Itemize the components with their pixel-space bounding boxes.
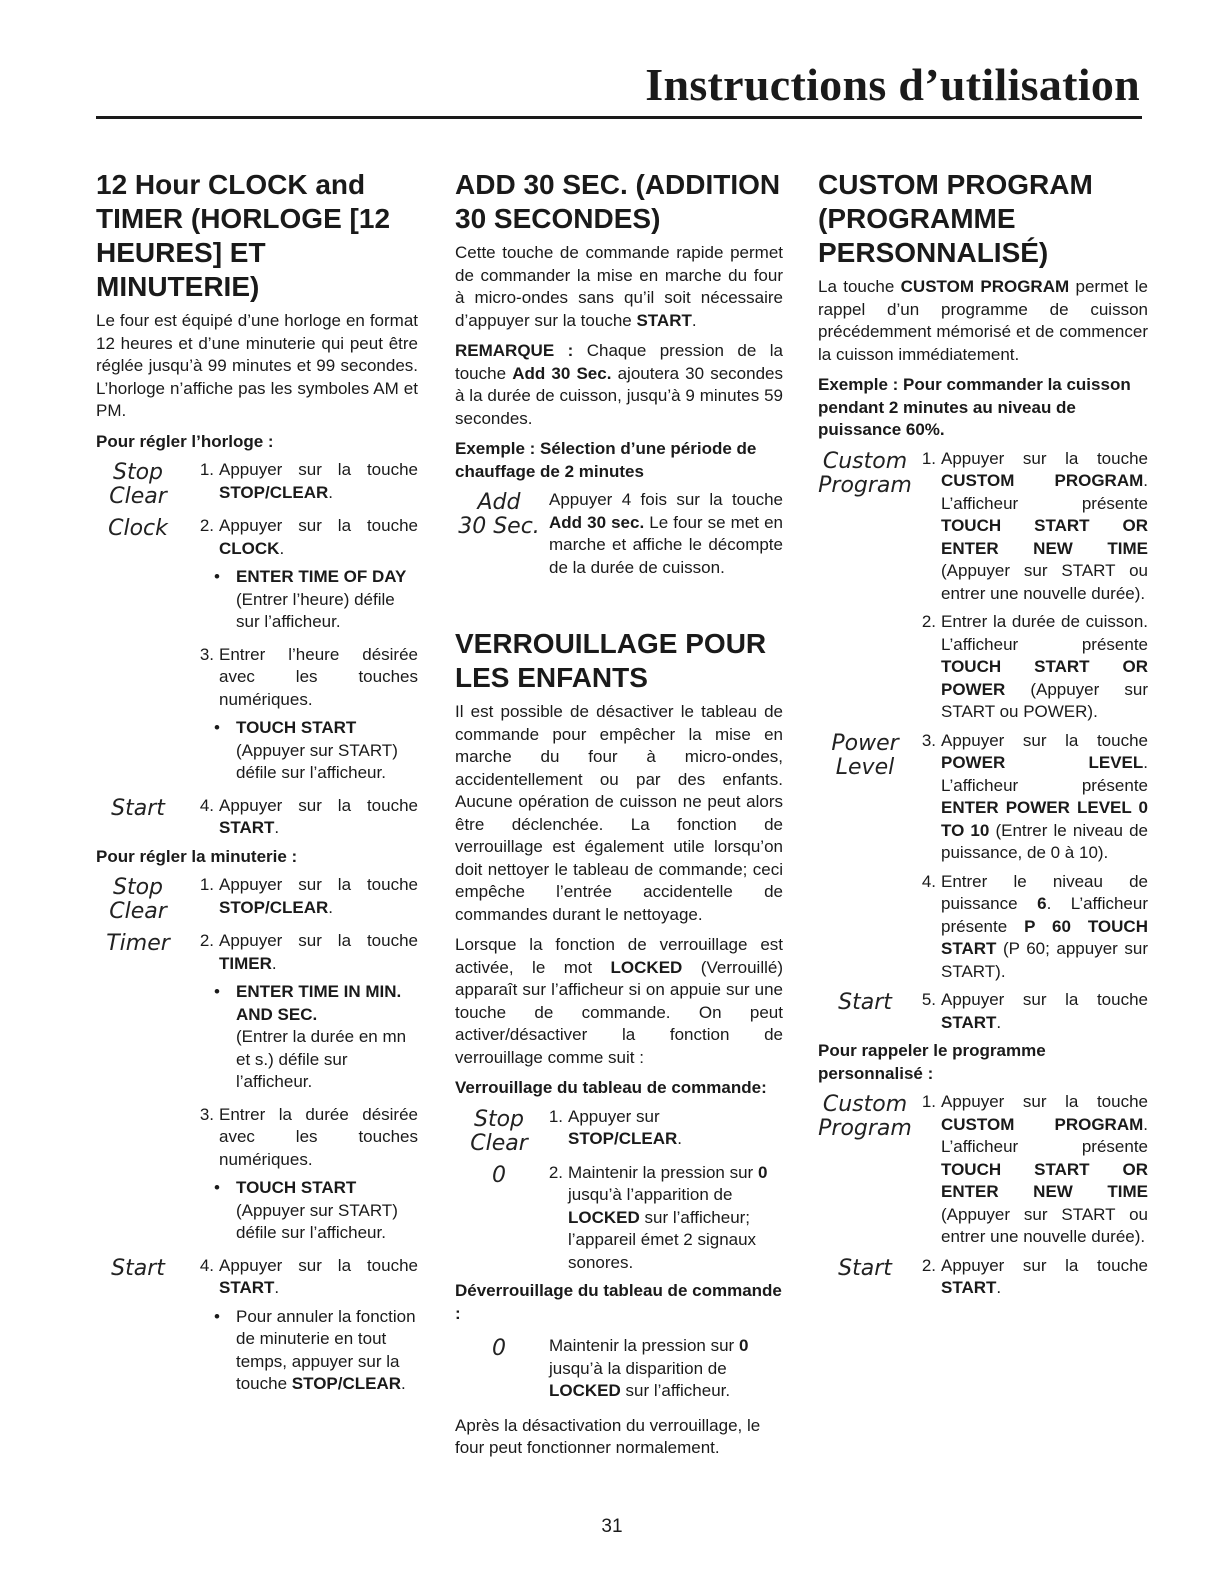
timer-step-2: Timer 2. Appuyer sur la touche TIMER. <box>96 930 418 975</box>
clock-step-1: Stop Clear 1. Appuyer sur la touche STOP/CLEAR. <box>96 459 418 509</box>
timer-bullet-3: • Pour annuler la fonction de minuterie en tout temps, appuyer sur la touche STOP/CLEAR. <box>214 1306 416 1393</box>
clock-timer-column <box>96 168 418 1406</box>
power-level-key-label: Power Level <box>831 730 899 780</box>
custom-step-2: 2. Entrer la durée de cuisson. L’afficheur présente TOUCH START OR POWER (Appuyer sur START ou POWER). <box>921 612 1148 721</box>
unlock-step: 0 Maintenir la pression sur 0 jusqu’à la disparition de LOCKED sur l’afficheur. <box>455 1335 783 1403</box>
zero-key-label: 0 <box>492 1336 506 1361</box>
add30-remark: REMARQUE : Chaque pression de la touche Add 30 Sec. ajoutera 30 secondes à la durée de cuisson, jusqu’à 9 minutes 59 secondes. <box>455 341 784 428</box>
custom-program-intro: La touche CUSTOM PROGRAM permet le rappel d’un programme de cuisson précédemment mémorisé et de commencer la cuisson immédiatement. <box>818 277 1148 364</box>
child-lock-heading: VERROUILLAGE POUR LES ENFANTS <box>455 628 767 693</box>
lock-step-1: Stop Clear 1. Appuyer sur STOP/CLEAR. <box>455 1106 783 1156</box>
timer-step-4: Start 4. Appuyer sur la touche START. <box>96 1255 418 1300</box>
stop-clear-key-label: Stop Clear <box>470 1106 528 1156</box>
clock-key-label: Clock <box>108 516 168 541</box>
timer-subheading: Pour régler la minuterie : <box>96 846 298 866</box>
add30-example-subheading: Exemple : Sélection d’une période de chauffage de 2 minutes <box>455 439 757 481</box>
clock-timer-intro: Le four est équipé d’une horloge en format 12 heures et d’une minuterie qui peut être réglée jusqu’à 99 minutes et 99 secondes. L’horloge n’affiche pas les symboles AM et PM. <box>96 311 418 420</box>
custom-program-key-label: Custom Program <box>818 448 912 498</box>
custom-step-3: Power Level 3. Appuyer sur la touche POWER LEVEL. L’afficheur présente ENTER POWER LEVEL 0 TO 10 (Entrer le niveau de puissance, de 0 à 10). <box>818 730 1148 865</box>
child-lock-p1: Il est possible de désactiver le tableau de commande pour empêcher la mise en marche du four à micro-ondes, accidentellement ou par des enfants. Aucune opération de cuisson ne peut alors être déclenchée. La fonction de verrouillage est également utile lorsqu’on doit nettoyer le tableau de commande; ceci empêche l’entrée accidentelle de commandes durant le nettoyage. <box>455 702 783 924</box>
start-key-label: Start <box>838 990 892 1015</box>
child-lock-closing: Après la désactivation du verrouillage, le four peut fonctionner normalement. <box>455 1415 761 1457</box>
clock-subheading: Pour régler l’horloge : <box>96 431 274 451</box>
page-title: Instructions d’utilisation <box>645 59 1140 110</box>
add30-example: Add 30 Sec. Appuyer 4 fois sur la touche Add 30 sec. Le four se met en marche et affiche le décompte de la durée de cuisson. <box>455 489 783 579</box>
add30-heading: ADD 30 SEC. (ADDITION 30 SECONDES) <box>455 169 781 234</box>
custom-program-column <box>818 168 1148 1306</box>
stop-clear-key-label: Stop Clear <box>109 460 167 509</box>
add30-lock-column <box>455 168 783 1468</box>
zero-key-label: 0 <box>492 1162 506 1188</box>
timer-bullet-1: • ENTER TIME IN MIN. AND SEC. (Entrer la durée en mn et s.) défile sur l’afficheur. <box>214 982 407 1091</box>
custom-program-key-label: Custom Program <box>818 1092 912 1141</box>
clock-step-4: Start 4. Appuyer sur la touche START. <box>96 795 418 840</box>
custom-step-1: Custom Program 1. Appuyer sur la touche CUSTOM PROGRAM. L’afficheur présente TOUCH START OR ENTER NEW TIME (Appuyer sur START ou entrer une nouvelle durée). <box>818 448 1148 606</box>
add-30-sec-key-label: Add 30 Sec. <box>458 490 540 539</box>
recall-step-2: Start 2. Appuyer sur la touche START. <box>818 1255 1148 1300</box>
clock-step-2: Clock 2. Appuyer sur la touche CLOCK. <box>96 515 418 560</box>
start-key-label: Start <box>838 1255 892 1281</box>
lock-step-2: 0 2. Maintenir la pression sur 0 jusqu’à l’apparition de LOCKED sur l’afficheur; l’appareil émet 2 signaux sonores. <box>455 1162 783 1275</box>
clock-bullet-1: • ENTER TIME OF DAY (Entrer l’heure) défile sur l’afficheur. <box>214 567 407 631</box>
add30-intro: Cette touche de commande rapide permet de commander la mise en marche du four à micro-ondes sans qu’il soit nécessaire d’appuyer sur la touche START. <box>455 243 783 330</box>
clock-step-3: 3. Entrer l’heure désirée avec les touches numériques. <box>199 644 418 709</box>
timer-key-label: Timer <box>106 931 170 956</box>
child-lock-p2: Lorsque la fonction de verrouillage est activée, le mot LOCKED (Verrouillé) apparaît sur l’afficheur si on appuie sur une touche de commande. On peut activer/désactiver la fonction de verrouillage comme suit : <box>455 935 783 1067</box>
custom-program-heading: CUSTOM PROGRAM (PROGRAMME PERSONNALISÉ) <box>818 169 1093 268</box>
recall-step-1: Custom Program 1. Appuyer sur la touche CUSTOM PROGRAM. L’afficheur présente TOUCH START OR ENTER NEW TIME (Appuyer sur START ou entrer une nouvelle durée). <box>818 1091 1148 1249</box>
header-rule <box>96 116 1142 119</box>
clock-bullet-2: • TOUCH START (Appuyer sur START) défile sur l’afficheur. <box>214 718 398 782</box>
recall-subheading: Pour rappeler le programme personnalisé : <box>818 1041 1046 1083</box>
start-key-label: Start <box>111 1255 165 1281</box>
custom-program-example-subheading: Exemple : Pour commander la cuisson pendant 2 minutes au niveau de puissance 60%. <box>818 375 1131 439</box>
timer-step-3: 3. Entrer la durée désirée avec les touches numériques. <box>199 1104 418 1169</box>
unlock-subheading: Déverrouillage du tableau de commande : <box>455 1281 782 1323</box>
start-key-label: Start <box>111 795 165 821</box>
timer-step-1: Stop Clear 1. Appuyer sur la touche STOP/CLEAR. <box>96 874 418 924</box>
page-number: 31 <box>601 1516 623 1537</box>
clock-timer-heading: 12 Hour CLOCK and TIMER (HORLOGE [12 HEURES] ET MINUTERIE) <box>96 169 391 302</box>
lock-subheading: Verrouillage du tableau de commande: <box>455 1078 767 1097</box>
custom-step-5: Start 5. Appuyer sur la touche START. <box>818 989 1148 1034</box>
timer-bullet-2: • TOUCH START (Appuyer sur START) défile sur l’afficheur. <box>214 1178 398 1242</box>
custom-step-4: 4. Entrer le niveau de puissance 6. L’afficheur présente P 60 TOUCH START (P 60; appuyer sur START). <box>921 871 1148 981</box>
stop-clear-key-label: Stop Clear <box>109 875 167 924</box>
